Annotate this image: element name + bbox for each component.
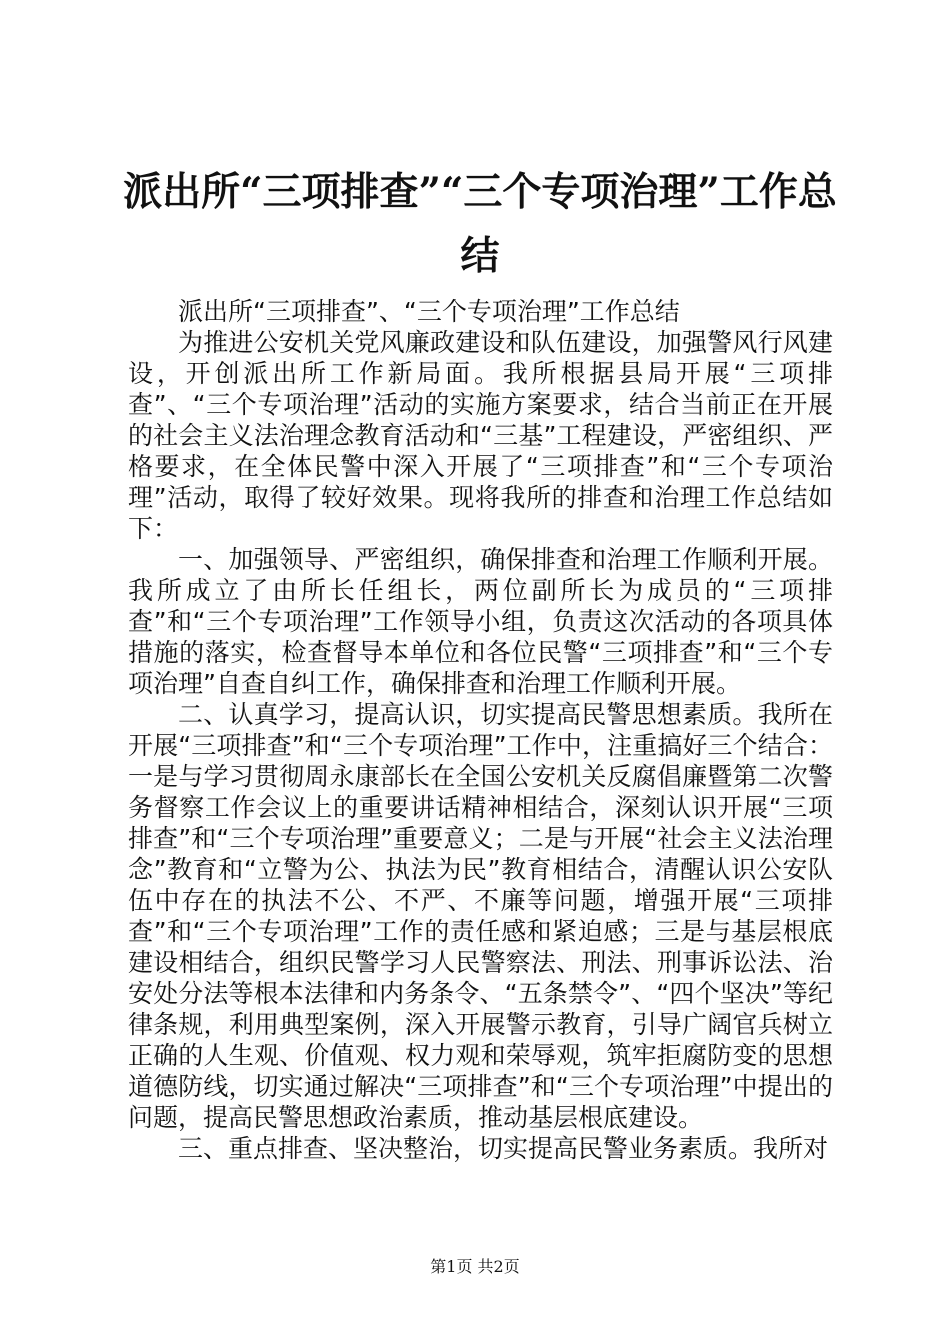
- page-footer: 第1页 共2页: [430, 1257, 520, 1276]
- paragraph-section-3: 三、重点排查、坚决整治，切实提高民警业务素质。我所对: [178, 1134, 829, 1163]
- paragraph-section-1: 一、加强领导、严密组织，确保排查和治理工作顺利开展。我所成立了由所长任组长，两位副所长为成员的“三项排查”和“三个专项治理”工作领导小组，负责这次活动的各项具体措施的落实，检查督导本单位和各位民警“三项排查”和“三个专项治理”自查自纠工作，确保排查和治理工作顺利开展。: [128, 545, 833, 698]
- document-body: [128, 296, 833, 1164]
- paragraph-subtitle: 派出所“三项排查”、“三个专项治理”工作总结: [178, 297, 680, 326]
- paragraph-intro: 为推进公安机关党风廉政建设和队伍建设，加强警风行风建设，开创派出所工作新局面。我所根据县局开展“三项排查”、“三个专项治理”活动的实施方案要求，结合当前正在开展的社会主义法治理念教育活动和“三基”工程建设，严密组织、严格要求，在全体民警中深入开展了“三项排查”和“三个专项治理”活动，取得了较好效果。现将我所的排查和治理工作总结如下：: [128, 328, 833, 543]
- paragraph-section-2: 二、认真学习，提高认识，切实提高民警思想素质。我所在开展“三项排查”和“三个专项治理”工作中，注重搞好三个结合：一是与学习贯彻周永康部长在全国公安机关反腐倡廉暨第二次警务督察工作会议上的重要讲话精神相结合，深刻认识开展“三项排查”和“三个专项治理”重要意义；二是与开展“社会主义法治理念”教育和“立警为公、执法为民”教育相结合，清醒认识公安队伍中存在的执法不公、不严、不廉等问题，增强开展“三项排查”和“三个专项治理”工作的责任感和紧迫感；三是与基层根底建设相结合，组织民警学习人民警察法、刑法、刑事诉讼法、治安处分法等根本法律和内务条令、“五条禁令”、“四个坚决”等纪律条规，利用典型案例，深入开展警示教育，引导广阔官兵树立正确的人生观、价值观、权力观和荣辱观，筑牢拒腐防变的思想道德防线，切实通过解决“三项排查”和“三个专项治理”中提出的问题，提高民警思想政治素质，推动基层根底建设。: [128, 700, 833, 1132]
- document-title: 派出所“三项排查”“三个专项治理”工作总结: [123, 169, 837, 279]
